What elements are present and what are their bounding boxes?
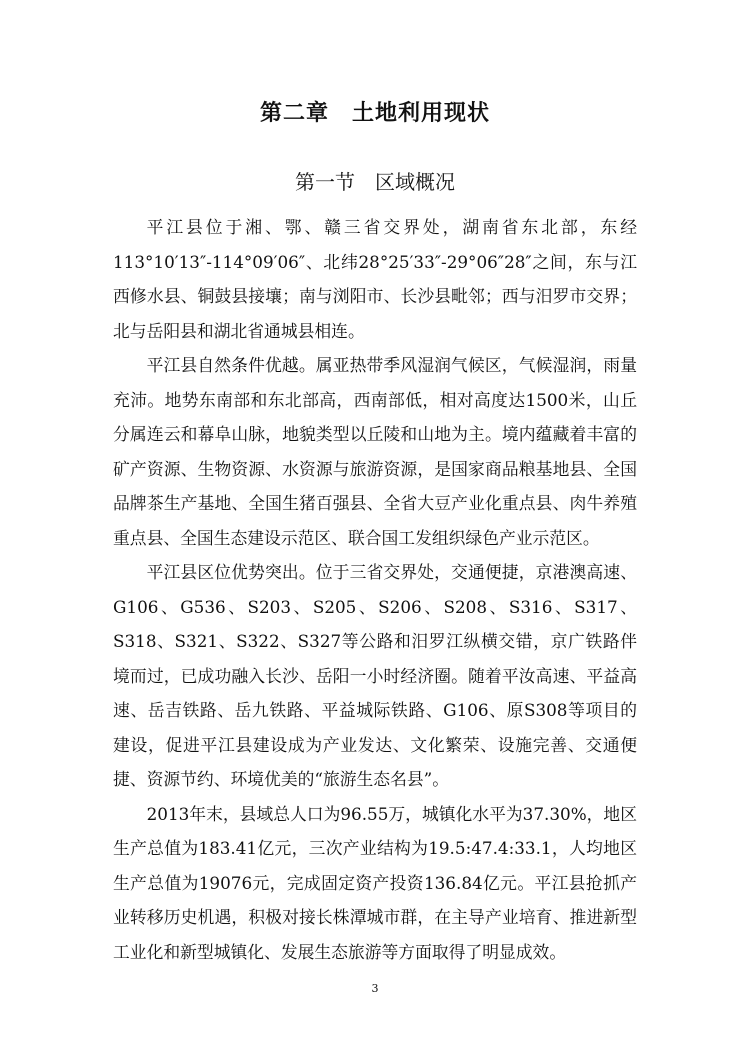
paragraph-economy-2013: 2013年末，县域总人口为96.55万，城镇化水平为37.30%，地区生产总值为183.41亿元，三次产业结构为19.5:47.4:33.1，人均地区生产总值为19076元，完成固定资产投资136.84亿元。平江县抢抓产业转移历史机遇，积极对接长株潭城市群，在主导产业培育、推进新型工业化和新型城镇化、发展生态旅游等方面取得了明显成效。 — [113, 803, 637, 962]
body-text — [113, 210, 637, 969]
page-number: 3 — [371, 982, 379, 995]
paragraph-natural-conditions: 平江县自然条件优越。属亚热带季风湿润气候区，气候湿润，雨量充沛。地势东南部和东北部高，西南部低，相对高度达1500米，山丘分属连云和幕阜山脉，地貌类型以丘陵和山地为主。境内蕴藏着丰富的矿产资源、生物资源、水资源与旅游资源，是国家商品粮基地县、全国品牌茶生产基地、全国生猪百强县、全省大豆产业化重点县、肉牛养殖重点县、全国生态建设示范区、联合国工发组织绿色产业示范区。 — [113, 355, 637, 548]
section-title: 第一节 区域概况 — [295, 170, 455, 194]
paragraph-location-advantage: 平江县区位优势突出。位于三省交界处，交通便捷，京港澳高速、G106、G536、S203、S205、S206、S208、S316、S317、S318、S321、S322、S327等公路和汨罗江纵横交错，京广铁路伴境而过，已成功融入长沙、岳阳一小时经济圈。随着平汝高速、平益高速、岳吉铁路、岳九铁路、平益城际铁路、G106、原S308等项目的建设，促进平江县建设成为产业发达、文化繁荣、设施完善、交通便捷、资源节约、环境优美的“旅游生态名县”。 — [113, 562, 637, 789]
chapter-title: 第二章 土地利用现状 — [259, 101, 490, 126]
paragraph-location: 平江县位于湘、鄂、赣三省交界处，湖南省东北部，东经113°10′13″-114°09′06″、北纬28°25′33″-29°06″28″之间，东与江西修水县、铜鼓县接壤；南与浏阳市、长沙县毗邻；西与汨罗市交界；北与岳阳县和湖北省通城县相连。 — [113, 217, 637, 341]
